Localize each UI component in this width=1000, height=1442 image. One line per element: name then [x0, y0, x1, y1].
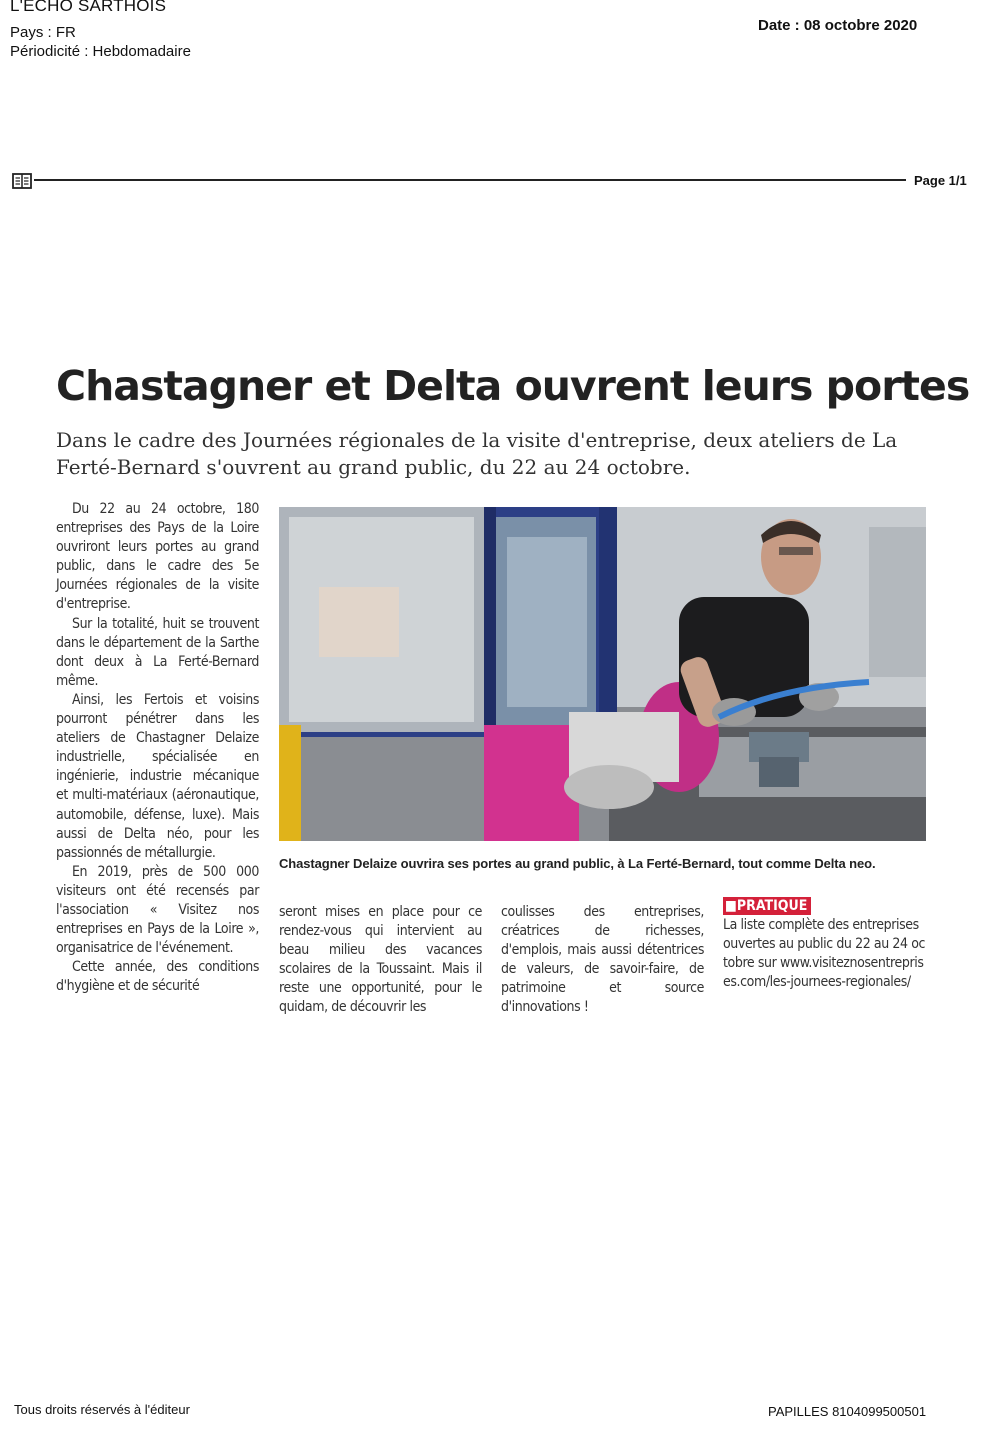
paragraph: Sur la totalité, huit se trouvent dans le département de la Sarthe dont deux à La Ferté-Bernard même.	[56, 615, 259, 689]
publication-name: L'ECHO SARTHOIS	[10, 0, 167, 15]
article-standfirst: Dans le cadre des Journées régionales de la visite d'entreprise, deux ateliers de La Ferté-Bernard s'ouvrent au grand public, du 22 au 24 octobre.	[56, 428, 898, 479]
paragraph: Du 22 au 24 octobre, 180 entreprises des Pays de la Loire ouvriront leurs portes au grand public, dans le cadre des 5e Journées régionales de la visite d'entreprise.	[56, 501, 259, 613]
paragraph: Cette année, des conditions d'hygiène et de sécurité	[56, 959, 259, 995]
article-column-2	[279, 903, 482, 1018]
rights-notice: Tous droits réservés à l'éditeur	[14, 1402, 190, 1417]
pratique-box	[723, 897, 926, 992]
country-line: Pays : FR	[10, 24, 76, 41]
paragraph: seront mises en place pour ce rendez-vous qui intervient au beau milieu des vacances scolaires de la Toussaint. Mais il reste une opportunité, pour le quidam, de découvrir les	[279, 904, 482, 1016]
paragraph: Ainsi, les Fertois et voisins pourront pénétrer dans les ateliers de Chastagner Delaize industrielle, spécialisée en ingénierie, industrie mécanique et multi-matériaux (aéronautique, automobile, défense, luxe). Mais aussi de Delta néo, pour les passionnés de métallurgie.	[56, 691, 259, 861]
document-reference: PAPILLES 8104099500501	[768, 1404, 927, 1419]
paragraph: coulisses des entreprises, créatrices de richesses, d'emplois, mais aussi détentrices de valeurs, de savoir-faire, de patrimoine et source d'innovations !	[501, 904, 704, 1016]
photo-caption: Chastagner Delaize ouvrira ses portes au grand public, à La Ferté-Bernard, tout comme Delta neo.	[279, 856, 876, 871]
article-headline: Chastagner et Delta ouvrent leurs portes	[56, 362, 970, 410]
paragraph: En 2019, près de 500 000 visiteurs ont été recensés par l'association « Visitez nos entreprises en Pays de la Loire », organisatrice de l'événement.	[56, 863, 259, 957]
article-column-3	[501, 903, 704, 1018]
article-column-1	[56, 500, 259, 996]
workshop-photo-illustration	[279, 507, 926, 841]
article-photo	[279, 507, 926, 841]
newspaper-icon	[12, 172, 32, 190]
pratique-label: ■PRATIQUE	[723, 897, 811, 915]
pratique-text: La liste complète des entreprises ouvertes au public du 22 au 24 octobre sur www.visiteznosentreprises.com/les-journees-regionales/	[723, 917, 926, 991]
page-number: Page 1/1	[914, 173, 967, 188]
periodicity-line: Périodicité : Hebdomadaire	[10, 43, 191, 60]
publication-date: Date : 08 octobre 2020	[758, 17, 918, 34]
header-divider	[34, 179, 906, 181]
